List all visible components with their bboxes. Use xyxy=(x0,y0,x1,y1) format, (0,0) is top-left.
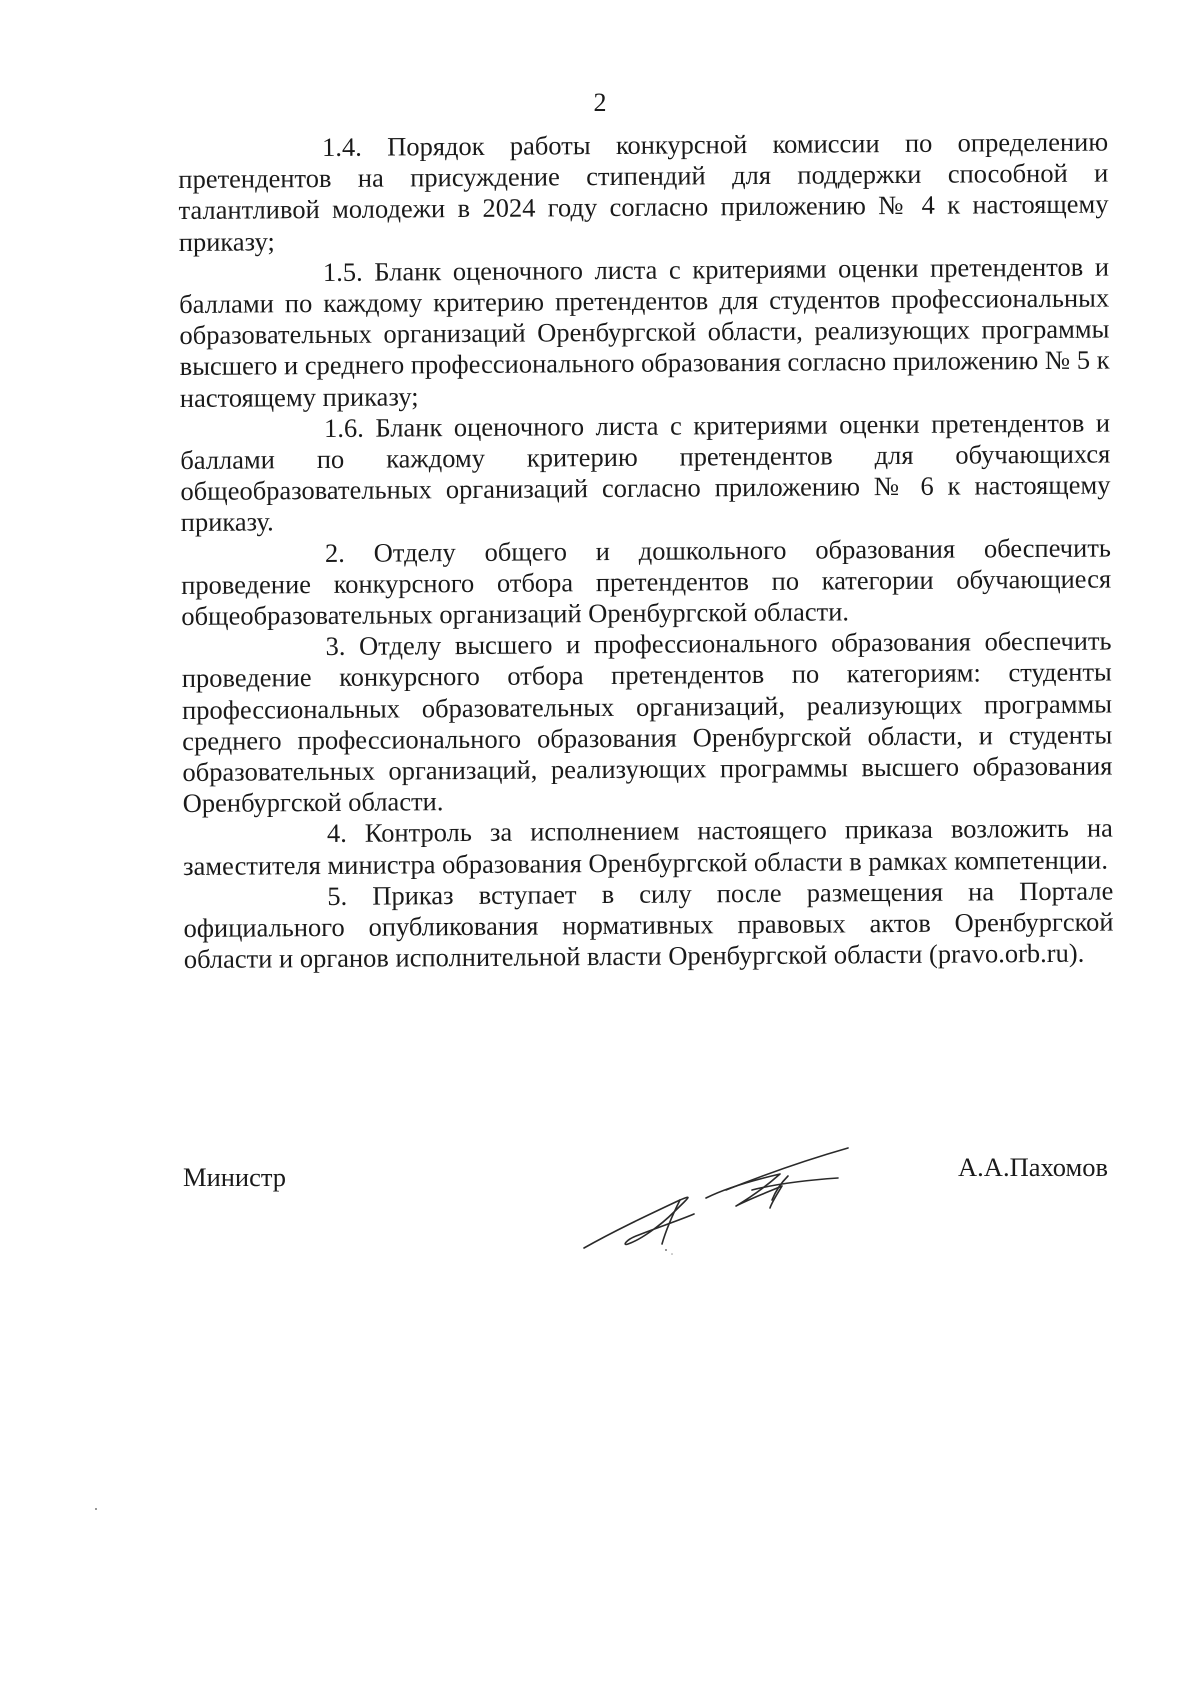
paragraph-text: Отделу общего и дошкольного образования обеспечить проведение конкурсного отбора претендентов по категории обучающиеся общеобразовательных организаций Оренбургской области. xyxy=(181,532,1112,632)
paragraph-text: Отделу высшего и профессионального образования обеспечить проведение конкурсного отбора претендентов по категориям: студенты профессиональных образовательных организаций, реализующих программы среднего профессионального образования Оренбургской области, и студенты образовательных организаций, реализующих программы высшего образования Оренбургской области. xyxy=(181,625,1113,819)
paragraph-3 xyxy=(181,626,1112,820)
paragraph-text: Бланк оценочного листа с критериями оценки претендентов и баллами по каждому критерию претендентов для студентов профессиональных образовательных организаций Оренбургской области, реализующих программы высшего и среднего профессионального образования согласно приложению № 5 к настоящему приказу; xyxy=(179,251,1110,413)
paragraph-number: 4. xyxy=(326,818,347,849)
paragraph-text: Бланк оценочного листа с критериями оценки претендентов и баллами по каждому критерию претендентов для обучающихся общеобразовательных организаций согласно приложению № 6 к настоящему приказу. xyxy=(180,407,1111,538)
page-number: 2 xyxy=(593,88,607,117)
paragraph-5 xyxy=(183,875,1114,975)
paragraph-1-5 xyxy=(179,251,1110,414)
paragraph-1-6 xyxy=(180,407,1111,538)
paragraph-4 xyxy=(183,813,1113,882)
signature-block xyxy=(178,1150,1108,1270)
paragraph-number: 3. xyxy=(325,631,346,662)
document-body xyxy=(178,127,1114,976)
paragraph-number: 1.4. xyxy=(321,131,362,162)
handwritten-signature-icon xyxy=(576,1140,856,1260)
paragraph-number: 2. xyxy=(324,537,345,568)
paragraph-1-4 xyxy=(178,127,1109,258)
paragraph-text: Порядок работы конкурсной комиссии по определению претендентов на присуждение стипендий для поддержки способной и талантливой молодежи в 2024 году согласно приложению № 4 к настоящему приказу; xyxy=(178,126,1109,257)
scan-speck xyxy=(95,1508,97,1510)
paragraph-text: Контроль за исполнением настоящего приказа возложить на заместителя министра образования Оренбургской области в рамках компетенции. xyxy=(183,812,1113,881)
signatory-name: А.А.Пахомов xyxy=(958,1152,1108,1182)
paragraph-2 xyxy=(181,532,1112,632)
paragraph-number: 5. xyxy=(327,880,348,911)
paragraph-text: Приказ вступает в силу после размещения на Портале официального опубликования нормативных правовых актов Оренбургской области и органов исполнительной власти Оренбургской области (pravo.orb.ru). xyxy=(183,875,1114,975)
signatory-title: Министр xyxy=(183,1162,287,1192)
paragraph-number: 1.5. xyxy=(322,256,363,287)
paragraph-number: 1.6. xyxy=(323,412,364,443)
